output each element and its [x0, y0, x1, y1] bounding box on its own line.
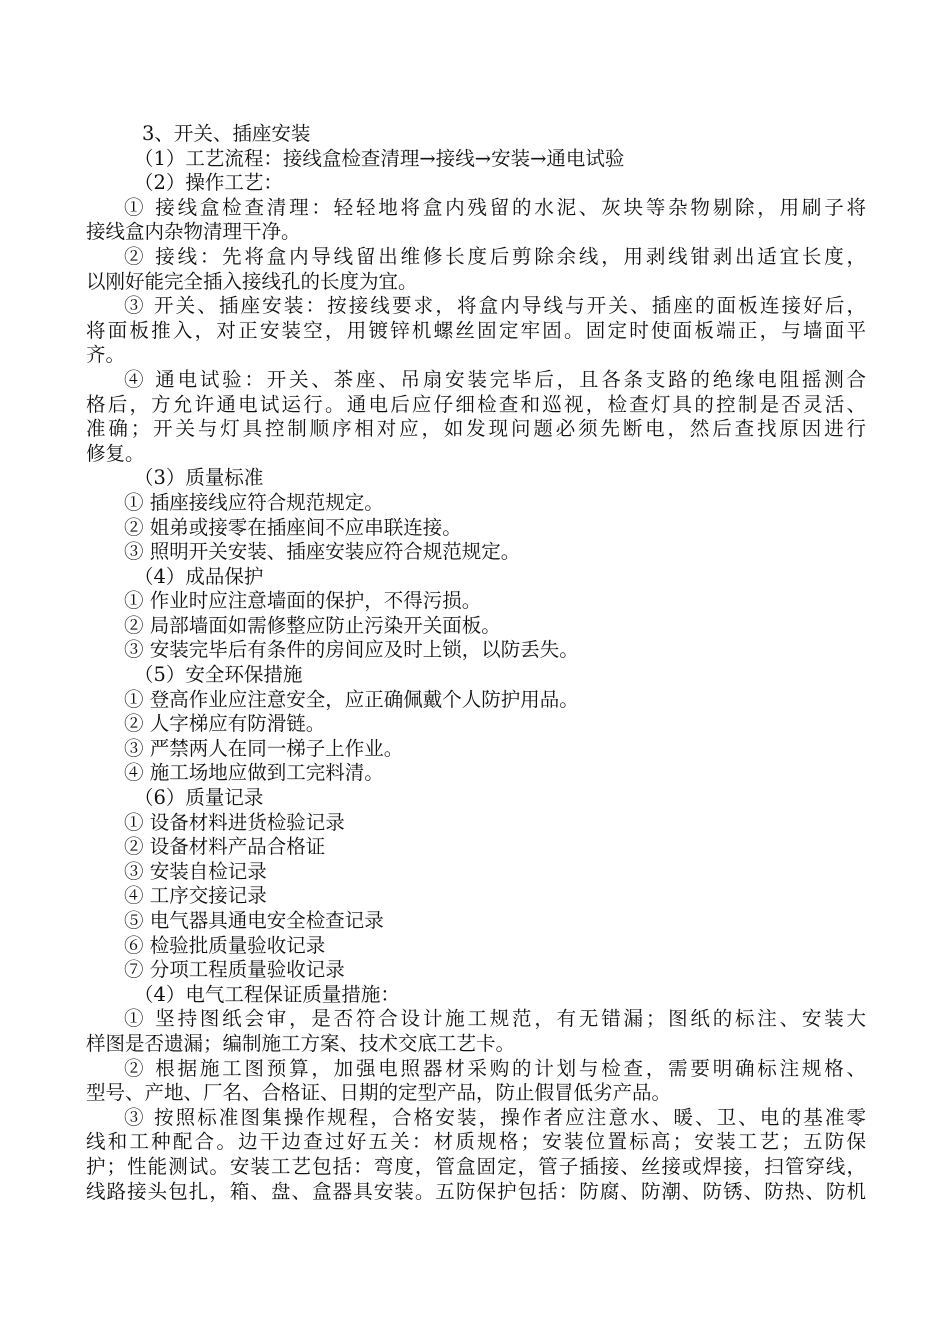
text-line: ⑦ 分项工程质量验收记录 — [124, 958, 345, 982]
text-line: ⑤ 电气器具通电安全检查记录 — [124, 909, 384, 932]
text-line: 线路接头包扎，箱、盘、盒器具安装。五防保护包括：防腐、防潮、防锈、防热、防机 — [86, 1179, 866, 1203]
text-line: ① 接线盒检查清理：轻轻地将盒内残留的水泥、灰块等杂物剔除，用刷子将 — [124, 195, 866, 219]
text-line: ① 坚持图纸会审，是否符合设计施工规范，有无错漏；图纸的标注、安装大 — [124, 1007, 866, 1031]
text-line: 格后，方允许通电试运行。通电后应仔细检查和巡视，检查灯具的控制是否灵活、 — [86, 392, 866, 416]
text-line: ② 局部墙面如需修整应防止污染开关面板。 — [124, 613, 501, 637]
text-line: （2）操作工艺： — [134, 171, 283, 195]
text-line: ② 根据施工图预算，加强电照器材采购的计划与检查，需要明确标注规格、 — [124, 1056, 866, 1080]
text-line: ③ 按照标准图集操作规程，合格安装，操作者应注意水、暖、卫、电的基准零 — [124, 1105, 866, 1129]
text-line: ② 人字梯应有防滑链。 — [124, 712, 326, 736]
text-line: （1）工艺流程：接线盒检查清理→接线→安装→通电试验 — [134, 146, 625, 170]
text-line: 线和工种配合。边干边查过好五关：材质规格；安装位置标高；安装工艺；五防保 — [86, 1130, 866, 1154]
text-line: ④ 通电试验：开关、茶座、吊扇安装完毕后，且各条支路的绝缘电阻摇测合 — [124, 367, 866, 391]
text-line: （4）成品保护 — [134, 564, 264, 588]
text-line: 护；性能测试。安装工艺包括：弯度，管盒固定，管子插接、丝接或焊接，扫管穿线， — [86, 1154, 866, 1178]
text-line: 修复。 — [86, 441, 145, 465]
text-line: 样图是否遗漏；编制施工方案、技术交底工艺卡。 — [86, 1031, 516, 1055]
text-line: ④ 工序交接记录 — [124, 884, 267, 908]
text-line: ③ 安装自检记录 — [124, 859, 267, 883]
text-line: （5）安全环保措施 — [134, 663, 303, 687]
text-line: 接线盒内杂物清理干净。 — [86, 220, 301, 244]
text-line: ③ 照明开关安装、插座安装应符合规范规定。 — [124, 540, 521, 564]
text-line: ③ 严禁两人在同一梯子上作业。 — [124, 736, 404, 760]
text-line: ② 设备材料产品合格证 — [124, 835, 326, 859]
text-line: ④ 施工场地应做到工完料清。 — [124, 761, 384, 785]
text-line: （4）电气工程保证质量措施： — [134, 982, 400, 1006]
text-line: 型号、产地、厂名、合格证、日期的定型产品，防止假冒低劣产品。 — [86, 1081, 672, 1105]
text-line: （6）质量记录 — [134, 786, 264, 810]
text-line: ① 设备材料进货检验记录 — [124, 810, 345, 834]
text-line: ① 插座接线应符合规范规定。 — [124, 490, 384, 514]
text-line: 齐。 — [86, 343, 126, 367]
text-line: ① 作业时应注意墙面的保护，不得污损。 — [124, 589, 482, 613]
text-line: ① 登高作业应注意安全，应正确佩戴个人防护用品。 — [124, 687, 579, 711]
text-line: 以刚好能完全插入接线孔的长度为宜。 — [86, 269, 418, 293]
text-line: ③ 安装完毕后有条件的房间应及时上锁，以防丢失。 — [124, 638, 579, 662]
text-line: ② 姐弟或接零在插座间不应串联连接。 — [124, 515, 462, 539]
document-body — [86, 122, 866, 1204]
text-line: 准确；开关与灯具控制顺序相对应，如发现问题必须先断电，然后查找原因进行 — [86, 417, 866, 441]
text-line: ⑥ 检验批质量验收记录 — [124, 933, 326, 957]
text-line: ③ 开关、插座安装：按接线要求，将盒内导线与开关、插座的面板连接好后， — [124, 294, 866, 318]
text-line: 3、开关、插座安装 — [142, 122, 311, 145]
text-line: ② 接线：先将盒内导线留出维修长度后剪除余线，用剥线钳剥出适宜长度， — [124, 244, 866, 268]
text-line: （3）质量标准 — [134, 466, 264, 490]
text-line: 将面板推入，对正安装空，用镀锌机螺丝固定牢固。固定时使面板端正，与墙面平 — [86, 318, 866, 342]
